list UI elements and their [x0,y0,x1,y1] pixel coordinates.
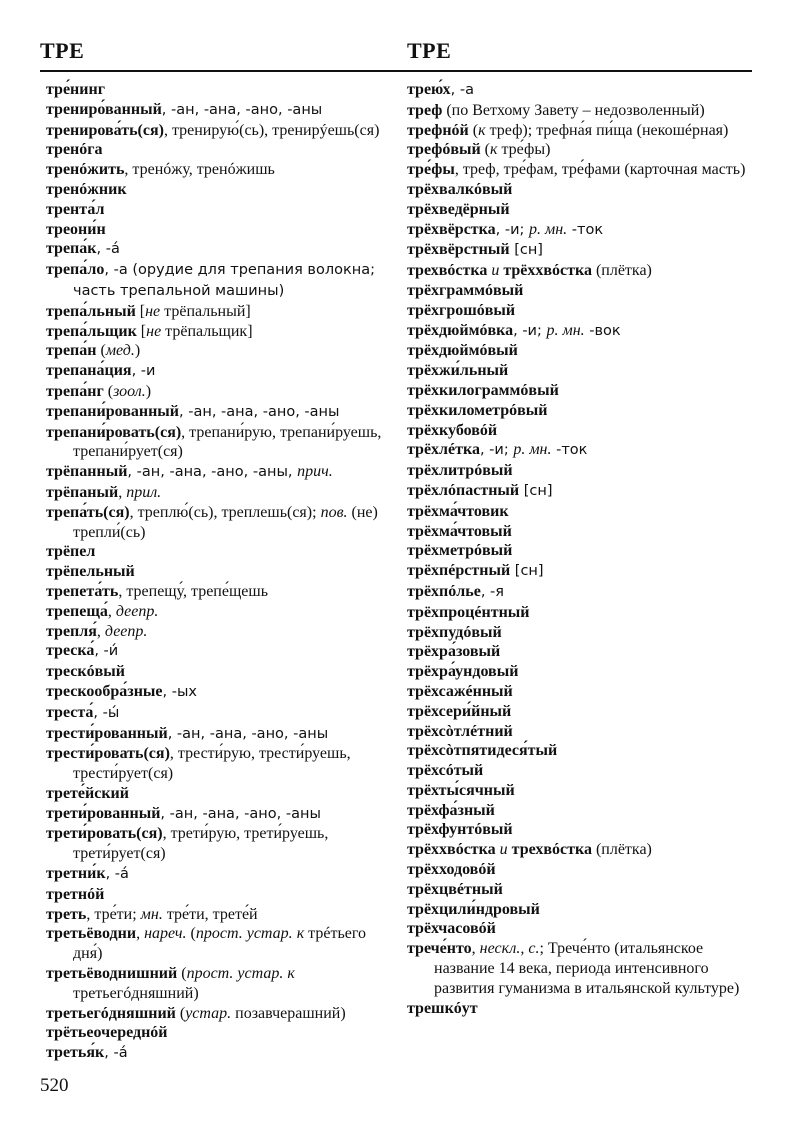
dictionary-entry [46,160,386,180]
dictionary-entry [407,722,757,742]
entry-text: , [107,602,116,620]
dictionary-entry [46,361,386,382]
dictionary-entry [407,220,757,241]
entry-text: (не) трепли́(сь) [73,503,378,541]
headword: трениро́ванный [46,100,162,118]
entry-text: , тре́ти; [86,905,141,923]
dictionary-entry [407,361,757,381]
headword: трескóвый [46,663,125,681]
grammar-label: к [287,965,295,983]
headword: трёхкилограммóвый [407,381,559,399]
grammar-label: нареч. [144,925,187,943]
dictionary-entry [46,784,386,804]
entry-text: , -и́ [94,643,119,660]
dictionary-entry [407,999,757,1019]
dictionary-entry [407,939,757,998]
headword: трепеща́ [46,602,108,620]
grammar-label: не [145,302,161,320]
dictionary-entry [46,744,386,784]
entry-text: , [471,940,480,958]
entry-text: [ [136,322,147,340]
dictionary-entry [46,602,386,622]
headword: трепета́ть [46,582,119,600]
running-header-right: ТРЕ [407,38,452,63]
headword: трёхкилометрóвый [407,401,548,419]
entry-text: [сн] [510,563,544,580]
dictionary-entry [407,381,757,401]
dictionary-entry [407,582,757,603]
entry-text: ( [480,141,490,159]
dictionary-entry [407,561,757,582]
grammar-label: пов. [320,503,348,521]
entry-text: , трести́рую, трести́руешь, трести́рует(ся) [73,745,351,783]
dictionary-entry [407,121,757,141]
dictionary-entry [46,423,386,463]
entry-text: , -и; [495,221,530,238]
headword: треони́н [46,220,106,238]
headword: трёхлитрóвый [407,462,513,480]
dictionary-entry [407,900,757,920]
header-rule [40,70,752,72]
entry-text: третьегóдняшний) [73,984,199,1002]
grammar-label: устар. [185,1004,232,1022]
dictionary-entry [407,180,757,200]
dictionary-entry [46,220,386,240]
entry-text: , -а́ [96,241,120,258]
headword: трёхра́ундовый [407,663,519,681]
headword: третьёводнишний [46,965,178,983]
dictionary-entry [407,240,757,261]
entry-text: , -а [450,82,474,98]
headword: трехвóстка [407,262,488,280]
dictionary-entry [46,302,386,322]
headword: трепани́рованный [46,402,179,420]
dictionary-entry [407,481,757,502]
dictionary-entry [46,804,386,825]
headword: трею́х [407,81,451,98]
entry-text: , тренирую́(сь), тренирýешь(ся) [163,121,380,139]
headword: трёхчасовóй [407,920,496,938]
entry-text: , -и [131,363,156,380]
dictionary-entry [46,121,386,141]
dictionary-entry [46,703,386,724]
dictionary-entry [46,382,386,402]
entry-text: ( [186,925,196,943]
headword: трепа́к [46,240,97,258]
entry-text: , -ы́ [93,704,120,721]
dictionary-entry [46,200,386,220]
entry-text: ( [175,1004,186,1022]
grammar-label: нескл., с. [479,940,540,958]
headword: трёхведёрный [407,200,510,218]
dictionary-entry [407,682,757,702]
headword: треф [407,101,443,119]
variant-headword: трехвóстка [511,841,592,859]
dictionary-entry [407,702,757,722]
entry-text: -вок [584,322,621,339]
dictionary-entry [407,321,757,342]
entry-text: , -ых [162,683,197,700]
headword: трёхвёрстный [407,241,510,259]
headword: трента́л [46,200,105,218]
grammar-label: деепр. [104,622,148,640]
dictionary-entry [407,541,757,561]
headword: трёпанный [46,463,128,481]
dictionary-entry [407,101,757,121]
dictionary-entry [46,724,386,745]
entry-text: , -ан, -ана, -ано, -аны [161,101,323,118]
headword: треть [46,905,87,923]
dictionary-entry [407,840,757,860]
grammar-label: к [478,121,486,139]
entry-text: [ [135,302,146,320]
headword: трескообра́зные [46,682,163,700]
running-header-left: ТРЕ [40,38,85,63]
dictionary-entry [407,781,757,801]
headword: трёхты́сячный [407,781,515,799]
dictionary-entry [46,682,386,703]
headword: трёхсóтый [407,762,484,780]
dictionary-entry [407,461,757,481]
entry-text: , -ан, -ана, -ано, -аны [179,403,340,420]
headword: трепа́льный [46,302,136,320]
entry-text: , -ан, -ана, -ано, -аны [160,805,321,822]
dictionary-entry [46,905,386,925]
variant-headword: трёххвóстка [503,262,592,280]
headword: третьёводни [46,925,137,943]
dictionary-entry [46,542,386,562]
grammar-label: прич. [297,463,333,481]
headword: трепа́нг [46,382,104,400]
dictionary-entry [46,864,386,885]
dictionary-entry [46,80,386,100]
entry-text: ; Трече́нто (итальянское название 14 века, периода интенсивного развития гуманизма в итальянской культуре) [434,940,740,997]
headword: трёхгрошóвый [407,301,516,319]
grammar-label: мн. [140,905,163,923]
grammar-label: прост. устар. [195,925,293,943]
dictionary-entry [407,80,757,101]
headword: третья́к [46,1044,105,1062]
dictionary-entry [46,885,386,905]
grammar-label: деепр. [115,602,159,620]
dictionary-entry [46,662,386,682]
headword: трёхвёрстка [407,220,496,238]
entry-text: тре́фы) [497,141,551,159]
entry-text: , тренóжу, тренóжишь [124,161,275,179]
dictionary-entry [407,160,757,180]
entry-text: (по Ветхому Завету – недозволенный) [442,101,705,119]
dictionary-entry [46,503,386,543]
dictionary-entry [46,924,386,964]
left-column [46,80,386,1064]
entry-text: трéтьего дня́) [73,925,367,963]
entry-text: ( [96,342,106,360]
entry-text: , -и; [513,322,547,339]
headword: трёхсòтпятидеся́тый [407,742,558,760]
entry-text: [сн] [509,242,543,259]
dictionary-entry [407,761,757,781]
entry-text: трёпальный] [160,302,251,320]
dictionary-entry [407,880,757,900]
entry-text: , -я [480,583,504,600]
dictionary-entry [46,180,386,200]
dictionary-entry [407,860,757,880]
headword: трёпельный [46,563,135,581]
entry-text: -ток [567,221,604,238]
grammar-label: к [490,141,498,159]
entry-text: ) [145,382,152,400]
dictionary-entry [407,440,757,461]
headword: трефóвый [407,141,481,159]
entry-text: ) [134,342,141,360]
grammar-label: к [296,925,305,943]
entry-text: , -а́ [105,866,129,883]
grammar-label: зоол. [113,382,146,400]
headword: трёхдюймóвка [407,321,514,339]
headword: трёпаный [46,483,119,501]
entry-text: трёпальщик] [161,322,253,340]
dictionary-entry [46,140,386,160]
grammar-label: прост. устар. [186,965,284,983]
dictionary-entry [407,140,757,160]
entry-text: [сн] [519,482,553,499]
headword: трети́рованный [46,804,161,822]
dictionary-entry [46,562,386,582]
dictionary-entry [407,642,757,662]
headword: трепа́льщик [46,322,137,340]
headword: тренóжник [46,180,127,198]
entry-text: , [96,622,105,640]
dictionary-entry [407,281,757,301]
dictionary-entry [46,1004,386,1024]
headword: третьегóдняшний [46,1004,176,1022]
grammar-label: прил. [126,483,162,501]
headword: трёхсажéнный [407,682,513,700]
headword: трешкóут [407,999,478,1017]
dictionary-entry [46,641,386,662]
headword: трефнóй [407,121,469,139]
entry-text: , -и; [479,442,514,459]
headword: тренирова́ть(ся) [46,121,164,139]
entry-text: , [118,483,127,501]
headword: трёхлóпастный [407,481,520,499]
headword: трёхвалкóвый [407,180,513,198]
dictionary-entry [46,582,386,602]
headword: трёхпéрстный [407,562,511,580]
headword: трепани́ровать(ся) [46,423,182,441]
headword: трести́ровать(ся) [46,745,170,763]
headword: тренóжить [46,161,125,179]
grammar-label: р. мн. [529,220,568,238]
dictionary-entry [46,100,386,121]
dictionary-entry [46,341,386,361]
dictionary-entry [407,341,757,361]
dictionary-entry [407,522,757,542]
headword: трепана́ция [46,362,132,380]
headword: трёхсòтлéтний [407,722,513,740]
page-number: 520 [40,1075,69,1096]
dictionary-entry [407,200,757,220]
dictionary-entry [46,1043,386,1064]
grammar-label: не [146,322,162,340]
entry-text: ( [468,121,479,139]
grammar-label: р. мн. [513,441,552,459]
dictionary-entry [407,261,757,281]
dictionary-entry [407,662,757,682]
dictionary-entry [407,919,757,939]
entry-text: , -ан, -ана, -ано, -аны [167,725,329,742]
dictionary-entry [407,623,757,643]
headword: трёхма́чтовый [407,522,512,540]
headword: трепля́ [46,622,97,640]
dictionary-entry [46,622,386,642]
entry-text: тре́ти, трете́й [162,905,258,923]
entry-text: , [136,925,145,943]
headword: трёхпóлье [407,582,481,600]
headword: трёххвóстка [407,841,496,859]
headword: трете́йский [46,784,129,802]
headword: тре́фы [407,161,455,179]
entry-text: , треплю́(сь), треплешь(ся); [129,503,321,521]
entry-text: , -а (орудие для трепания волокна; часть трепальной машины) [73,262,375,299]
headword: третни́к [46,865,106,883]
grammar-label: и [499,841,508,859]
entry-text: (плётка) [591,262,652,280]
entry-text: позавчерашний) [231,1004,346,1022]
headword: трёхлéтка [407,441,480,459]
dictionary-entry [407,301,757,321]
headword: трёхцвéтный [407,880,503,898]
headword: трёхфа́зный [407,801,495,819]
dictionary-entry [46,824,386,864]
headword: трётьеочереднóй [46,1024,168,1042]
dictionary-entry [46,1023,386,1043]
dictionary-entry [46,964,386,1004]
headword: третнóй [46,885,105,903]
entry-text: , треф, тре́фам, тре́фами (карточная масть) [454,161,746,179]
entry-text: , трепани́рую, трепани́руешь, трепани́рует(ся) [73,423,382,461]
headword: трёхдюймóвый [407,342,518,360]
headword: трёпел [46,543,96,561]
entry-text: -ток [551,442,588,459]
headword: трёхпудóвый [407,623,502,641]
headword: трече́нто [407,940,472,958]
headword: трёхма́чтовик [407,502,509,520]
headword: треста́ [46,703,94,721]
entry-text: , трепещу́, трепе́щешь [118,582,269,600]
headword: трёхпроцéнтный [407,603,530,621]
headword: трёхсери́йный [407,702,512,720]
right-column [407,80,757,1018]
headword: тренóга [46,141,103,159]
entry-text: ( [103,382,114,400]
dictionary-entry [407,820,757,840]
dictionary-entry [407,401,757,421]
headword: трёхметрóвый [407,542,513,560]
entry-text: , трети́рую, трети́руешь, трети́рует(ся) [73,825,329,863]
dictionary-entry [46,260,386,302]
headword: трёхра́зовый [407,643,501,661]
headword: трепа́ло [46,261,105,279]
dictionary-entry [407,603,757,623]
grammar-label: р. мн. [546,321,585,339]
headword: трёхкубовóй [407,421,498,439]
dictionary-entry [46,239,386,260]
entry-text: ( [177,965,187,983]
dictionary-entry [407,741,757,761]
grammar-label: и [491,262,500,280]
headword: трёхцили́ндровый [407,900,540,918]
entry-text: , -ан, -ана, -ано, -аны, [127,464,298,481]
headword: трети́ровать(ся) [46,825,163,843]
headword: трепа́ть(ся) [46,503,130,521]
headword: трести́рованный [46,724,168,742]
dictionary-entry [46,322,386,342]
entry-text: треф); трефна́я пи́ща (некошéрная) [485,121,729,139]
grammar-label: мед. [105,342,135,360]
dictionary-entry [46,462,386,483]
headword: тре́нинг [46,81,105,98]
headword: трепа́н [46,342,97,360]
headword: треска́ [46,642,95,660]
dictionary-entry [46,483,386,503]
dictionary-entry [46,402,386,423]
dictionary-entry [407,502,757,522]
headword: трёхжи́льный [407,362,509,380]
headword: трёхфунтóвый [407,821,513,839]
dictionary-entry [407,421,757,441]
dictionary-entry [407,801,757,821]
headword: трёхходовóй [407,861,496,879]
headword: трёхграммóвый [407,281,524,299]
entry-text: , -а́ [104,1045,128,1062]
entry-text: (плётка) [591,841,652,859]
